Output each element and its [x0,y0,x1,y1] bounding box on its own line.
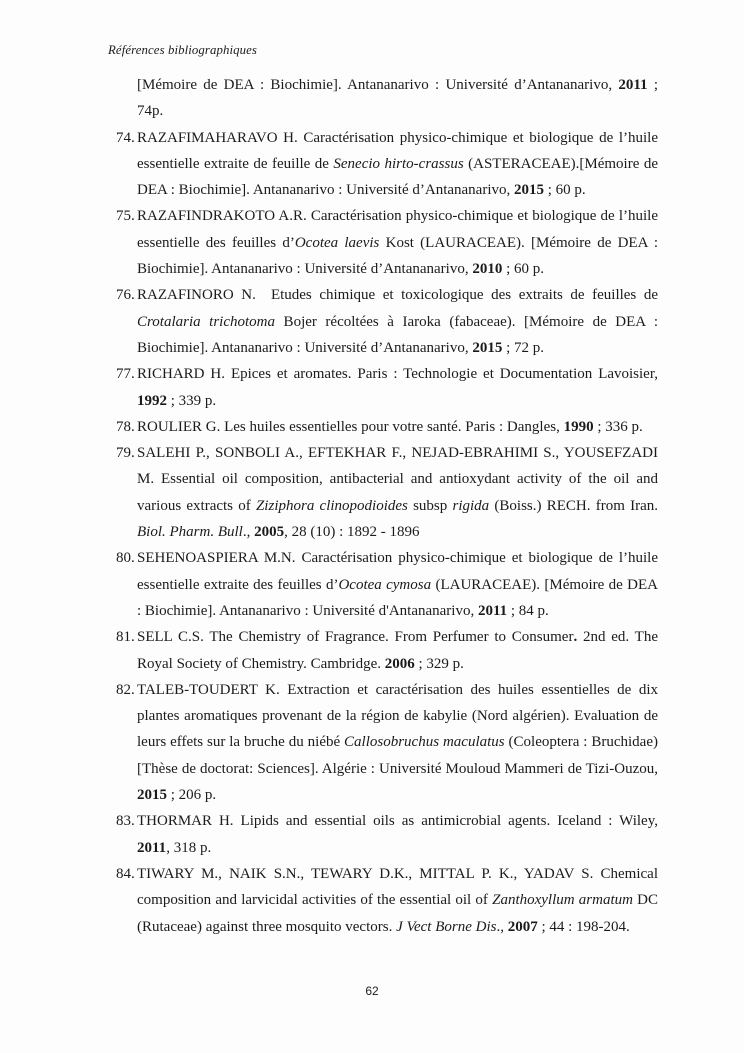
text-run: DC (Rutaceae) against three mosquito vectors. [137,892,658,935]
reference-text [137,287,658,356]
text-run: , 28 (10) : 1892 - 1896 [284,524,420,541]
text-run: ; 72 p. [502,339,544,356]
bold-text-run: 1992 [137,392,167,409]
reference-text [137,813,658,855]
reference-text [137,208,658,277]
reference-list [108,125,658,940]
italic-text-run: Callosobruchus maculatus [344,734,505,751]
text-run: (ASTERACEAE).[Mémoire de DEA : Biochimie]. Antananarivo : Université d’Antananarivo, [137,155,658,199]
reference-text [137,866,658,935]
bold-text-run: 2015 [472,339,503,356]
italic-text-run: Senecio hirto-crassus [333,155,464,172]
italic-text-run: rigida [452,497,490,514]
bold-text-run: 2015 [137,787,167,804]
reference-item [108,125,658,204]
text-run: ; 329 p. [414,655,464,672]
text-run: ; 44 : 198-204. [537,918,630,935]
reference-number: 79. [116,445,135,462]
bold-text-run: 2011 [477,602,508,619]
text-run: ., [242,524,255,541]
reference-text [137,419,643,435]
text-run: ; 339 p. [167,392,217,409]
italic-text-run: Ocotea laevis [294,234,380,251]
bold-text-run: 2015 [514,182,544,199]
bold-text-run: 1990 [563,418,594,435]
reference-number: 80. [116,550,135,567]
bold-text-run: 2011 [137,839,167,856]
text-run: SALEHI P., SONBOLI A., EFTEKHAR F., NEJAD-EBRAHIMI S., YOUSEFZADI M. Essential oil composition, antibacterial and antioxydant activity of the oil and various extracts of [137,445,658,514]
reference-text [137,682,658,803]
reference-number: 78. [116,418,135,435]
text-run: ; 60 p. [544,182,586,199]
reference-item [108,203,658,282]
reference-item [108,361,658,414]
reference-text [137,629,658,671]
reference-number: 75. [116,208,135,225]
text-run: subsp [407,497,453,514]
text-run: ; 336 p. [593,418,643,435]
text-run: RAZAFINDRAKOTO A.R. Caractérisation physico-chimique et biologique de l’huile essentielle des feuilles d’ [137,208,658,251]
reference-number: 82. [116,681,135,698]
text-run: TALEB-TOUDERT K. Extraction et caractérisation des huiles essentielles de dix plantes aromatiques provenant de la région de kabylie (Nord algérien). Evaluation de leurs effets sur la bruche du niébé [137,681,658,751]
text-run: [Mémoire de DEA : Biochimie]. Antananarivo : Université d’Antananarivo, [137,77,619,93]
reference-item [108,545,658,624]
bold-text-run: 2010 [472,261,503,278]
text-run: (LAURACEAE). [Mémoire de DEA : Biochimie]. Antananarivo : Université d'Antananarivo, [137,576,659,619]
page-number: 62 [365,984,379,998]
italic-text-run: J Vect Borne Dis [396,918,497,935]
reference-number: 81. [116,629,135,646]
reference-item [108,414,658,440]
text-run: THORMAR H. Lipids and essential oils as antimicrobial agents. Iceland : Wiley, [137,813,658,830]
text-run: ; 206 p. [167,787,217,804]
italic-text-run: Ocotea cymosa [338,576,432,593]
text-run: (Boiss.) RECH. from Iran. [489,497,658,514]
text-run: ; 84 p. [507,602,549,619]
reference-number: 83. [116,813,135,830]
reference-item [108,440,658,545]
bold-text-run: 2005 [254,524,285,541]
bold-text-run: . [573,629,578,646]
text-run: RAZAFIMAHARAVO H. Caractérisation physico-chimique et biologique de l’huile essentielle extraite de feuille de [137,129,658,172]
italic-text-run: Biol. Pharm. Bull [137,524,243,541]
reference-number: 77. [116,366,135,383]
text-run: Bojer récoltées à Iaroka (fabaceae). [Mémoire de DEA : Biochimie]. Antananarivo : Université d’Antananarivo, [137,313,658,356]
italic-text-run: Crotalaria trichotoma [137,313,276,330]
text-run: , 318 p. [166,839,212,856]
reference-item [108,861,658,940]
bold-text-run: 2006 [384,655,415,672]
reference-continuation [137,72,658,125]
text-run: ; 74p. [137,77,658,120]
bold-text-run: 2007 [507,918,538,935]
reference-text [137,130,658,199]
reference-number: 84. [116,865,135,882]
italic-text-run: Ziziphora clinopodioides [255,497,408,514]
reference-number: 76. [116,287,135,304]
reference-item [108,808,658,861]
text-run: RAZAFINORO N. Etudes chimique et toxicologique des extraits de feuilles de [137,287,658,304]
italic-text-run: Zanthoxyllum armatum [492,892,633,909]
text-run: ; 60 p. [502,261,544,278]
reference-text [137,550,658,619]
text-run: SELL C.S. The Chemistry of Fragrance. From Perfumer to Consumer [137,629,574,646]
text-run: 2nd ed. The Royal Society of Chemistry. Cambridge. [137,629,658,672]
running-header: Références bibliographiques [108,43,258,57]
reference-text [137,445,658,540]
text-run: (Coleoptera : Bruchidae) [Thèse de doctorat: Sciences]. Algérie : Université Mouloud Mammeri de Tizi-Ouzou, [137,734,658,777]
reference-text [137,366,658,408]
reference-item [108,282,658,361]
references-content [108,72,658,940]
text-run: SEHENOASPIERA M.N. Caractérisation physico-chimique et biologique de l’huile essentielle extraite des feuilles d’ [137,550,658,593]
reference-number: 74. [116,129,135,146]
text-run: Kost (LAURACEAE). [Mémoire de DEA : Biochimie]. Antananarivo : Université d’Antananarivo, [137,234,658,278]
text-run: ROULIER G. Les huiles essentielles pour votre santé. Paris : Dangles, [137,418,564,435]
reference-item [108,677,658,808]
bold-text-run: 2011 [618,77,648,93]
text-run: TIWARY M., NAIK S.N., TEWARY D.K., MITTAL P. K., YADAV S. Chemical composition and larvicidal activities of the essential oil of [137,865,658,909]
text-run: ., [496,918,508,935]
text-run: RICHARD H. Epices et aromates. Paris : Technologie et Documentation Lavoisier, [137,366,658,383]
reference-item [108,624,658,677]
